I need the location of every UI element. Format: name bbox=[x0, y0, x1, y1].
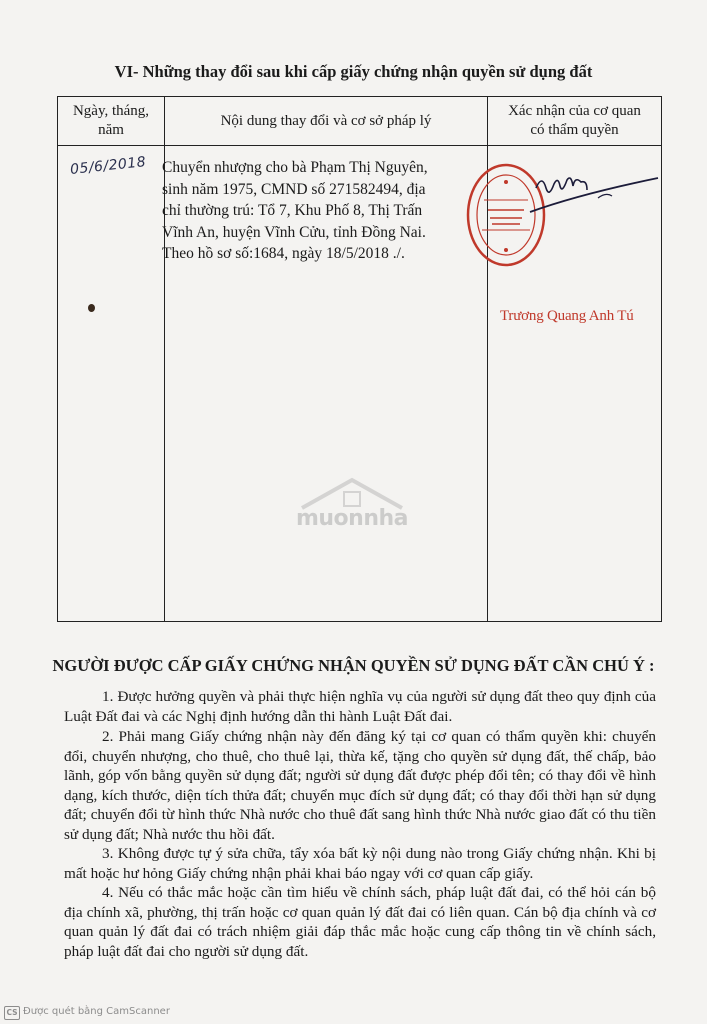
content-cell bbox=[162, 146, 488, 622]
notice-title: NGƯỜI ĐƯỢC CẤP GIẤY CHỨNG NHẬN QUYỀN SỬ DỤNG ĐẤT CẦN CHÚ Ý : bbox=[52, 656, 655, 675]
table-row bbox=[58, 146, 662, 622]
signer-name: Trương Quang Anh Tú bbox=[500, 308, 634, 324]
ink-spot bbox=[88, 304, 95, 312]
changes-table bbox=[57, 96, 662, 622]
section-title: VI- Những thay đổi sau khi cấp giấy chứng nhận quyền sử dụng đất bbox=[114, 62, 593, 81]
footer-text: Được quét bằng CamScanner bbox=[23, 1006, 170, 1017]
house-roof-icon bbox=[282, 476, 422, 510]
notice-item: 4. Nếu có thắc mắc hoặc cần tìm hiểu về chính sách, pháp luật đất đai, có thể hỏi cán bộ địa chính xã, phường, thị trấn hoặc cơ quan quản lý đất đai có liên quan. Cán bộ địa chính và cơ quan quản lý đất đai có trách nhiệm giải đáp thắc mắc hoặc cung cấp thông tin về chính sách, pháp luật đất đai cho người sử dụng đất. bbox=[64, 884, 656, 960]
camscanner-icon: CS bbox=[4, 1006, 20, 1020]
notice-item: 3. Không được tự ý sửa chữa, tẩy xóa bất kỳ nội dung nào trong Giấy chứng nhận. Khi bị mất hoặc hư hỏng Giấy chứng nhận phải khai báo ngay với cơ quan cấp giấy. bbox=[64, 845, 656, 882]
signature-icon bbox=[528, 168, 660, 228]
header-content: Nội dung thay đổi và cơ sở pháp lý bbox=[165, 97, 488, 146]
header-date: Ngày, tháng, năm bbox=[58, 97, 165, 146]
watermark bbox=[282, 476, 422, 536]
change-content: Chuyển nhượng cho bà Phạm Thị Nguyên, sinh năm 1975, CMND số 271582494, địa chỉ thường trú: Tổ 7, Khu Phố 8, Thị Trấn Vĩnh An, huyện Vĩnh Cửu, tỉnh Đồng Nai. Theo hồ sơ số:1684, ngày 18/5/2018 ./. bbox=[162, 159, 428, 262]
header-confirm: Xác nhận của cơ quan có thẩm quyền bbox=[488, 97, 662, 146]
watermark-text: muonnha bbox=[295, 506, 409, 531]
notice-item: 1. Được hưởng quyền và phải thực hiện nghĩa vụ của người sử dụng đất theo quy định của Luật Đất đai và các Nghị định hướng dẫn thi hành Luật Đất đai. bbox=[64, 688, 656, 725]
date-cell bbox=[58, 146, 165, 622]
handwritten-date: 05/6/2018 bbox=[69, 154, 147, 178]
scanner-footer bbox=[0, 1003, 707, 1024]
confirm-cell bbox=[488, 146, 662, 622]
notice-item: 2. Phải mang Giấy chứng nhận này đến đăng ký tại cơ quan có thẩm quyền khi: chuyển đổi, chuyển nhượng, cho thuê, cho thuê lại, thừa kế, tặng cho quyền sử dụng đất, thế chấp, bảo lãnh, góp vốn bằng quyền sử dụng đất; người sử dụng đất được phép đổi tên; có thay đổi về hình dạng, kích thước, diện tích thửa đất; chuyển mục đích sử dụng đất; có thay đổi thời hạn sử dụng đất; chuyển đổi từ hình thức Nhà nước cho thuê đất sang hình thức Nhà nước giao đất có thu tiền sử dụng đất; Nhà nước thu hồi đất. bbox=[64, 728, 656, 843]
table-header-row bbox=[58, 97, 662, 146]
